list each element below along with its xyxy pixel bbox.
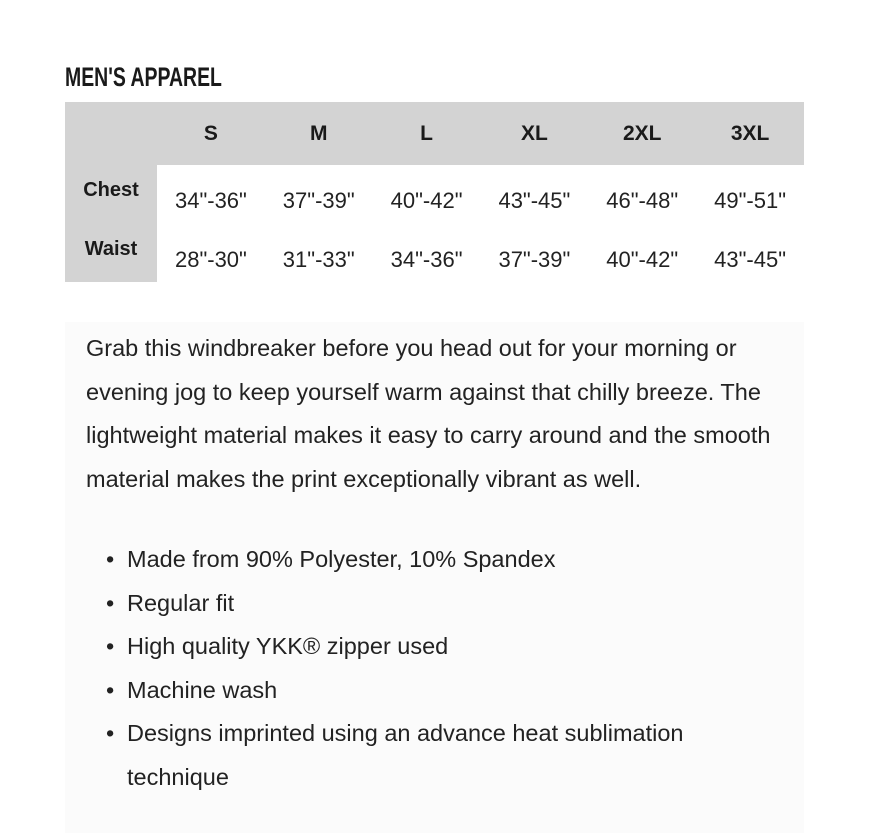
size-header-2xl: 2XL — [622, 121, 662, 145]
size-header-row — [65, 102, 804, 165]
size-header-xl: XL — [520, 121, 548, 145]
waist-value-2xl: 40"-42" — [606, 246, 679, 272]
table-row-chest — [65, 165, 804, 225]
size-header-3xl: 3XL — [730, 121, 770, 145]
chest-value-m: 37"-39" — [282, 188, 355, 213]
feature-text: Made from 90% Polyester, 10% Spandex — [127, 546, 556, 572]
waist-value-xl: 37"-39" — [498, 246, 571, 272]
bullet-icon: • — [106, 633, 115, 659]
feature-list — [106, 538, 787, 799]
chest-value-l: 40"-42" — [390, 188, 463, 213]
feature-text: Designs imprinted using an advance heat sublimation technique — [127, 720, 684, 790]
description-paragraph: Grab this windbreaker before you head out for your morning or evening jog to keep yourself warm against that chilly breeze. The lightweight material makes it easy to carry around and the smooth material makes the print exceptionally vibrant as well. — [86, 335, 771, 492]
row-label-waist: Waist — [65, 225, 157, 282]
list-item — [106, 582, 787, 626]
section-title: MEN'S APPAREL — [65, 62, 222, 92]
size-header-m: M — [309, 121, 328, 145]
waist-value-s: 28"-30" — [174, 246, 247, 272]
chest-value-2xl: 46"-48" — [606, 188, 679, 213]
feature-text: Regular fit — [127, 589, 235, 616]
waist-value-m: 31"-33" — [282, 246, 355, 272]
feature-text: Machine wash — [127, 676, 278, 703]
bullet-icon: • — [106, 546, 115, 572]
chest-value-xl: 43"-45" — [498, 188, 571, 213]
bullet-icon: • — [106, 676, 115, 703]
size-header-l: L — [420, 121, 433, 145]
chest-value-3xl: 49"-51" — [714, 188, 787, 213]
list-item — [106, 712, 787, 799]
waist-value-3xl: 43"-45" — [714, 246, 787, 272]
row-label-chest: Chest — [65, 165, 157, 225]
table-corner-cell — [65, 102, 157, 165]
size-header-s: S — [203, 121, 218, 145]
size-chart-table — [65, 102, 804, 282]
bullet-icon: • — [106, 589, 115, 616]
list-item — [106, 538, 787, 582]
list-item — [106, 669, 787, 713]
table-row-waist — [65, 225, 804, 282]
bullet-icon: • — [106, 720, 115, 746]
feature-text: High quality YKK® zipper used — [127, 633, 449, 659]
chest-value-s: 34"-36" — [174, 188, 247, 213]
list-item — [106, 625, 787, 669]
waist-value-l: 34"-36" — [390, 246, 463, 272]
product-description — [65, 322, 804, 833]
